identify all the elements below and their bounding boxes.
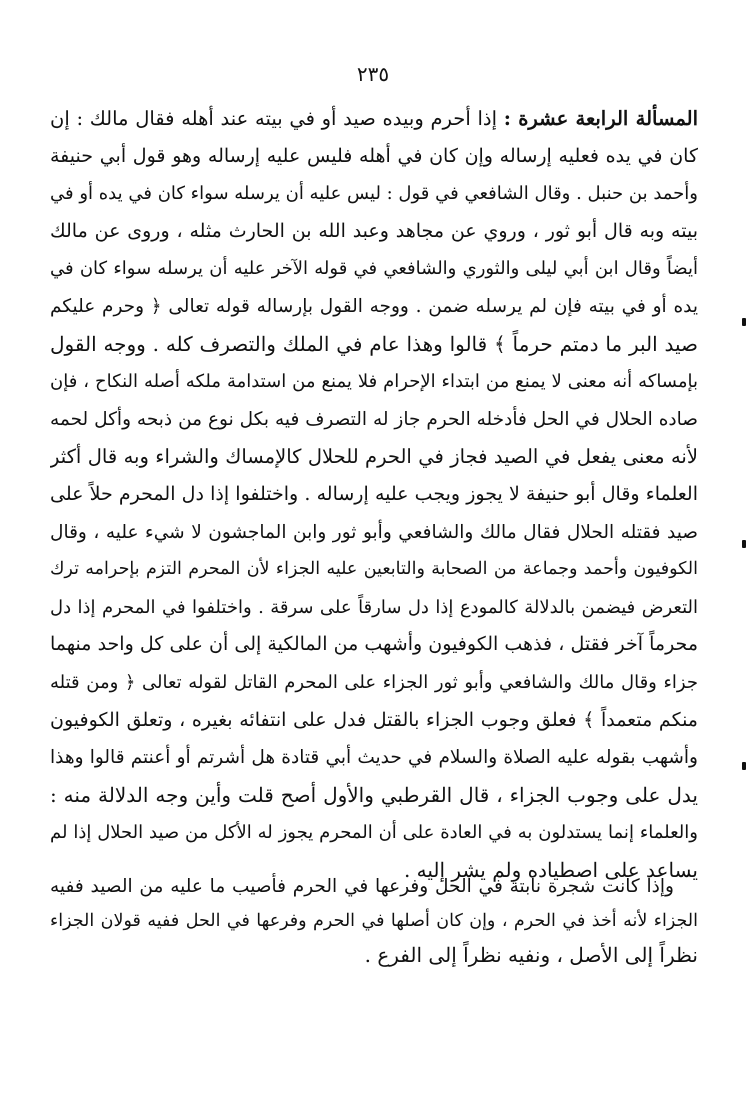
section-heading: المسألة الرابعة عشرة : <box>503 107 698 130</box>
text-line: يده أو في بيته فإن لم يرسله ضمن . ووجه القول بإرساله قوله تعالى ﴿ وحرم عليكم <box>50 295 698 317</box>
text-line <box>50 100 698 138</box>
page-number: ٢٣٥ <box>356 62 390 86</box>
text-line: وإذا كانت شجرة نابتة في الحل وفرعها في الحرم فأصيب ما عليه من الصيد ففيه <box>50 876 674 897</box>
text-line: وأشهب بقوله عليه الصلاة والسلام في حديث أبي قتادة هل أشرتم أو أعنتم قالوا وهذا <box>50 747 698 769</box>
text-line: العلماء وقال أبو حنيفة لا يجوز ويجب عليه إرساله . واختلفوا إذا دل المحرم حلاً على <box>50 482 698 505</box>
scan-margin-mark <box>742 762 746 770</box>
text-line: الكوفيون وأحمد وجماعة من الصحابة والتابعين عليه الجزاء لأن المحرم التزم بإحرامه ترك <box>50 559 698 580</box>
text-line: والعلماء إنما يستدلون به في العادة على أن المحرم يجوز له الأكل من صيد الحلال إذا لم <box>50 822 698 844</box>
text-line: كان في يده فعليه إرساله وإن كان في أهله فليس عليه إرساله وهو قول أبي حنيفة <box>50 144 698 167</box>
scan-margin-mark <box>742 540 746 548</box>
scan-margin-mark <box>742 318 746 326</box>
text-line: صاده الحلال في الحل فأدخله الحرم جاز له التصرف فيه بكل نوع من ذبحه وأكل لحمه <box>50 408 698 430</box>
text-line: يدل على وجوب الجزاء ، قال القرطبي والأول أصح قلت وأين وجه الدلالة منه : <box>50 782 698 807</box>
paragraph-2 <box>50 870 698 972</box>
text-line: يساعد على اصطياده ولم يشر إليه . <box>403 857 698 882</box>
text-line: وأحمد بن حنبل . وقال الشافعي في قول : ليس عليه أن يرسله سواء كان في يده أو في <box>50 183 698 205</box>
text-line: صيد البر ما دمتم حرماً ﴾ قالوا وهذا عام في الملك والتصرف كله . ووجه القول <box>50 331 698 356</box>
text-line: جزاء وقال مالك والشافعي وأبو ثور الجزاء على المحرم القاتل لقوله تعالى ﴿ ومن قتله <box>50 671 698 693</box>
text-line-rest: إذا أحرم وبيده صيد أو في بيته عند أهله فقال مالك : إن <box>50 107 504 130</box>
text-line: أيضاً وقال ابن أبي ليلى والثوري والشافعي في قوله الآخر عليه أن يرسله سواء كان في <box>50 258 698 280</box>
text-line: منكم متعمداً ﴾ فعلق وجوب الجزاء بالقتل فدل على انتفائه بغيره ، وتعلق الكوفيون <box>50 708 698 731</box>
text-line: لأنه معنى يفعل في الصيد فجاز في الحرم للحلال كالإمساك والشراء وبه قال أكثر <box>50 445 698 469</box>
text-line: بيته وبه قال أبو ثور ، وروي عن مجاهد وعبد الله بن الحارث مثله ، وروى عن مالك <box>50 219 698 242</box>
text-line: نظراً إلى الأصل ، ونفيه نظراً إلى الفرع . <box>364 943 698 967</box>
text-line: التعرض فيضمن بالدلالة كالمودع إذا دل سارقاً على سرقة . واختلفوا في المحرم إذا دل <box>50 596 698 618</box>
text-line: محرماً آخر فقتل ، فذهب الكوفيون وأشهب من المالكية إلى أن على كل واحد منهما <box>50 633 698 656</box>
paragraph-1 <box>50 100 698 889</box>
text-line: بإمساكه أنه معنى لا يمنع من ابتداء الإحرام فلا يمنع من استدامة ملكه أصله النكاح ، فإن <box>50 371 698 393</box>
text-line: صيد فقتله الحلال فقال مالك والشافعي وأبو ثور وابن الماجشون لا شيء عليه ، وقال <box>50 521 698 543</box>
text-line: الجزاء لأنه أخذ في الحرم ، وإن كان أصلها في الحرم وفرعها في الحل ففيه قولان الجزاء <box>50 911 698 931</box>
